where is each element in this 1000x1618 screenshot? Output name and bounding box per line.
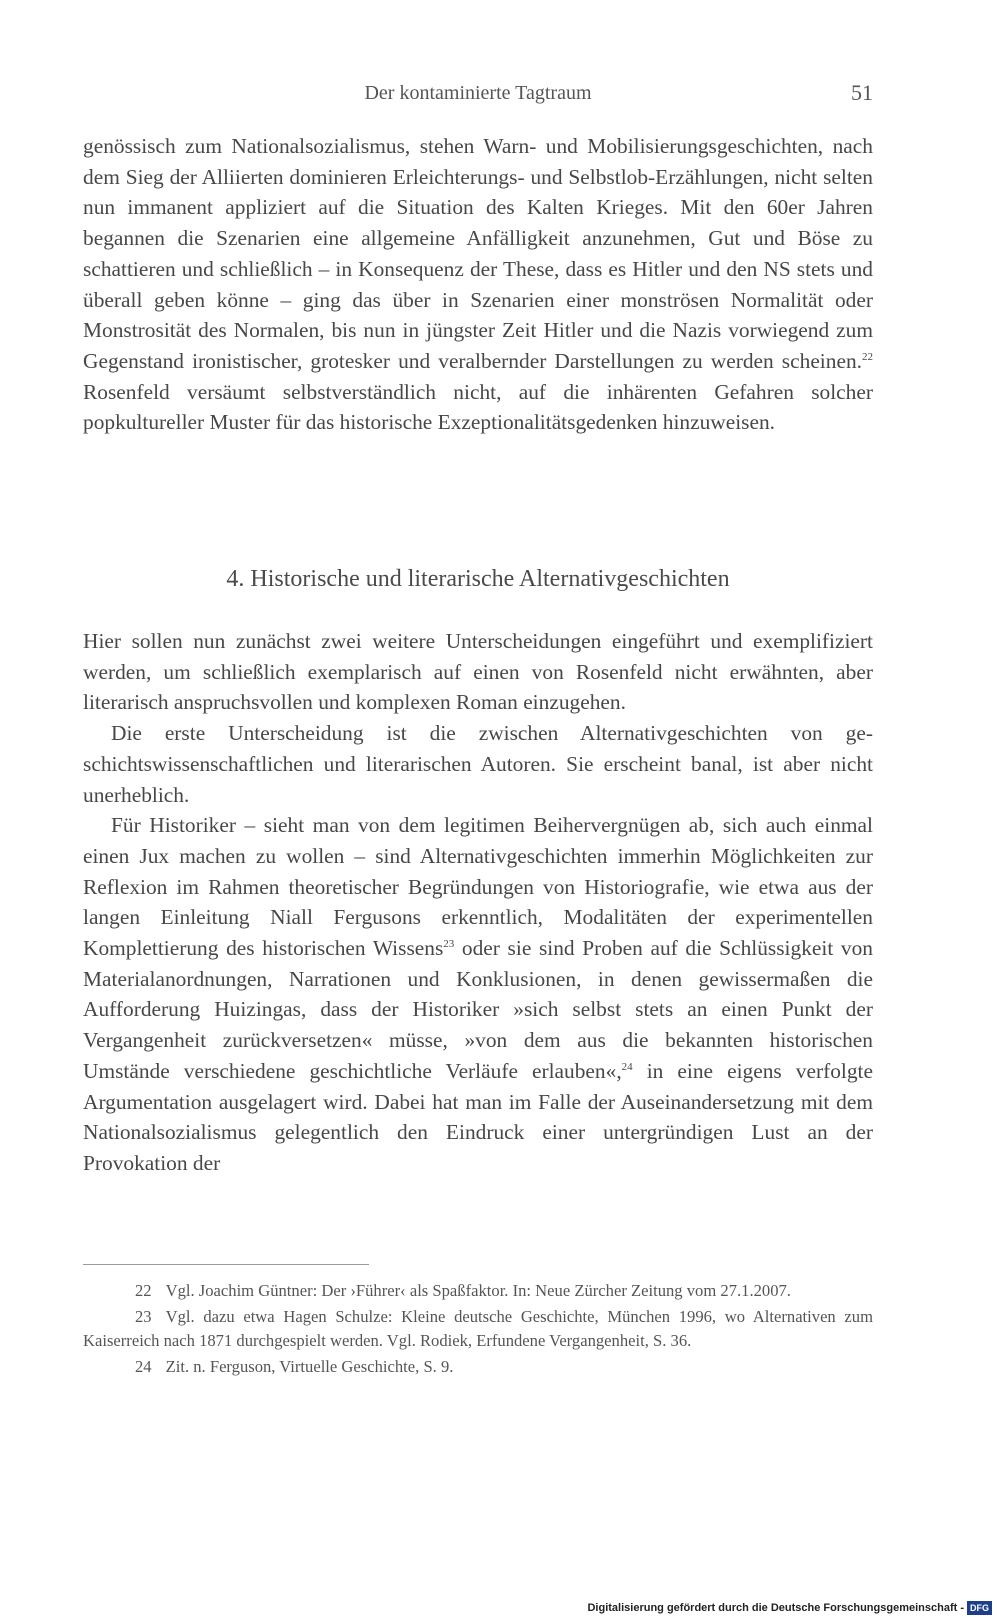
running-head	[83, 78, 873, 108]
section-heading: 4. Historische und literarische Alternativgeschichten	[226, 566, 730, 592]
paragraph	[83, 131, 873, 438]
paragraph-text: in eine eigens verfolgte Argumentation ausgelagert wird. Dabei hat man im Falle der Auseinandersetzung mit dem Nationalsozialismus gelegentlich den Eindruck einer untergründigen Lust an der Provokation der	[83, 1058, 873, 1175]
credit-text: Digitalisierung gefördert durch die Deutsche Forschungsgemeinschaft -	[587, 1602, 964, 1614]
footnote-ref-23[interactable]: 23	[443, 938, 455, 951]
footnote-divider	[83, 1264, 369, 1265]
footnote-text: Vgl. dazu etwa Hagen Schulze: Kleine deutsche Geschichte, München 1996, wo Alternativen zum Kaiserreich nach 1871 durchgespielt werden. Vgl. Rodiek, Erfundene Vergangenheit, S. 36.	[83, 1307, 873, 1350]
footnote-ref-24[interactable]: 24	[621, 1060, 633, 1073]
paragraph-text: Für Historiker – sieht man von dem legitimen Beihervergnügen ab, sich auch einmal einen Jux machen zu wollen – sind Alternativgeschichten immerhin Möglichkeiten zur Reflexion im Rahmen theoretischer Begründungen von Historiografie, wie etwa aus der langen Einleitung Niall Fergusons erkenntlich, Modalitäten der experimentellen Komplettierung des historischen Wissens	[83, 813, 873, 961]
footnote-text: Zit. n. Ferguson, Virtuelle Geschichte, S. 9.	[165, 1357, 454, 1377]
footnote-22	[83, 1279, 873, 1302]
digitization-credit	[587, 1601, 992, 1615]
dfg-logo-icon: DFG	[967, 1601, 992, 1615]
footnote-text: Vgl. Joachim Güntner: Der ›Führer‹ als Spaßfaktor. In: Neue Zürcher Zeitung vom 27.1.2007.	[165, 1281, 791, 1300]
paragraph: Hier sollen nun zunächst zwei weitere Unterscheidungen eingeführt und exemplifiziert werden, um schließlich exemplarisch auf einen von Rosenfeld nicht erwähnten, aber literarisch anspruchsvollen und komplexen Roman einzugehen.	[83, 629, 873, 715]
footnote-number: 23	[135, 1307, 152, 1327]
body-text-continued	[83, 131, 873, 438]
paragraph-text: Rosenfeld versäumt selbstverständlich nicht, auf die inhärenten Gefahren solcher popkultureller Muster für das historische Exzeptionalitätsgedenken hinzuweisen.	[83, 379, 873, 435]
footnotes	[83, 1279, 873, 1382]
footnote-number: 24	[135, 1357, 152, 1377]
running-title: Der kontaminierte Tagtraum	[364, 82, 592, 104]
paragraph	[83, 810, 873, 1178]
page-number: 51	[851, 80, 873, 105]
paragraph: Die erste Unterscheidung ist die zwischen Alternativgeschichten von geschichtswissenschaftlichen und literarischen Autoren. Sie erscheint banal, ist aber nicht unerheblich.	[83, 721, 873, 807]
paragraph-text: oder sie sind Proben auf die Schlüssigkeit von Materialanordnungen, Narrationen und Konklusionen, in denen gewissermaßen die Aufforderung Huizingas, dass der Historiker »sich selbst stets an einen Punkt der Vergangenheit zurückversetzen« müsse, »von dem aus die bekannten historischen Umstände verschiedene geschichtliche Verläufe erlauben«,	[83, 936, 873, 1083]
footnote-ref-22[interactable]: 22	[862, 350, 873, 363]
paragraph-text: genössisch zum Nationalsozialismus, stehen Warn- und Mobilisierungsgeschichten, nach dem Sieg der Alliierten dominieren Erleichterungs- und Selbstlob-Erzählungen, nicht selten nun immanent appliziert auf die Situation des Kalten Krieges. Mit den 60er Jahren begannen die Szenarien eine allgemeine Anfälligkeit anzunehmen, Gut und Böse zu schattieren und schließlich – in Konsequenz der These, dass es Hitler und den NS stets und überall geben könne – ging das über in Szenarien einer monströsen Normalität oder Monstrosität des Normalen, bis nun in jüngster Zeit Hitler und die Nazis vorwiegend zum Gegenstand ironistischer, grotesker und veralbernder Darstellungen zu werden scheinen.	[83, 134, 873, 373]
footnote-23	[83, 1305, 873, 1352]
footnote-24	[83, 1355, 873, 1378]
body-text-section-4	[83, 626, 873, 1179]
footnote-number: 22	[135, 1281, 152, 1300]
